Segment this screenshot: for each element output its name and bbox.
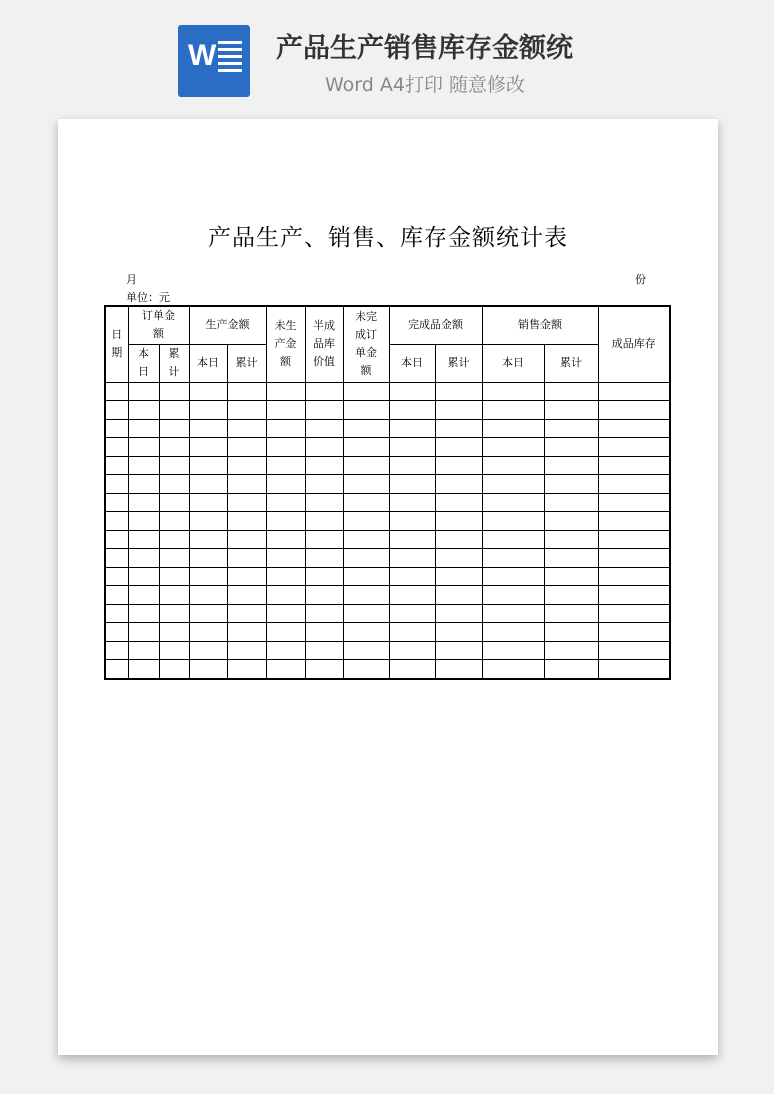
- table-cell: [482, 419, 544, 438]
- table-cell: [128, 549, 159, 568]
- table-row: [105, 623, 670, 642]
- table-cell: [159, 530, 189, 549]
- header-date: 日期: [105, 306, 128, 382]
- table-cell: [482, 623, 544, 642]
- table-cell: [435, 567, 482, 586]
- table-cell: [227, 567, 266, 586]
- table-cell: [266, 475, 305, 494]
- month-label: 月: [126, 273, 137, 286]
- table-cell: [128, 530, 159, 549]
- table-cell: [305, 586, 343, 605]
- table-cell: [105, 456, 128, 475]
- header-finished-amount: 完成品金额: [389, 306, 482, 344]
- table-cell: [305, 660, 343, 679]
- table-cell: [266, 382, 305, 401]
- table-cell: [598, 567, 670, 586]
- table-cell: [227, 512, 266, 531]
- table-cell: [544, 604, 598, 623]
- header-production-cumulative: 累计: [227, 344, 266, 382]
- table-cell: [266, 549, 305, 568]
- table-cell: [482, 401, 544, 420]
- table-cell: [305, 549, 343, 568]
- table-cell: [189, 456, 227, 475]
- table-cell: [598, 419, 670, 438]
- header-sales-amount: 销售金额: [482, 306, 598, 344]
- table-cell: [343, 475, 389, 494]
- table-row: [105, 641, 670, 660]
- table-cell: [159, 456, 189, 475]
- table-cell: [159, 586, 189, 605]
- header-order-amount: 订单金额: [128, 306, 189, 344]
- table-cell: [189, 475, 227, 494]
- table-cell: [598, 586, 670, 605]
- table-cell: [128, 567, 159, 586]
- table-cell: [598, 493, 670, 512]
- table-cell: [227, 549, 266, 568]
- table-cell: [266, 419, 305, 438]
- table-body: [105, 382, 670, 679]
- header-finished-today: 本日: [389, 344, 435, 382]
- table-cell: [128, 456, 159, 475]
- table-cell: [128, 623, 159, 642]
- table-cell: [389, 567, 435, 586]
- table-cell: [189, 493, 227, 512]
- table-cell: [189, 604, 227, 623]
- table-cell: [105, 623, 128, 642]
- table-cell: [544, 493, 598, 512]
- header-production-amount: 生产金额: [189, 306, 266, 344]
- table-row: [105, 456, 670, 475]
- document-title: 产品生产、销售、库存金额统计表: [208, 225, 568, 251]
- table-cell: [128, 438, 159, 457]
- table-cell: [128, 419, 159, 438]
- table-cell: [128, 660, 159, 679]
- table-cell: [266, 604, 305, 623]
- table-cell: [343, 586, 389, 605]
- table-cell: [305, 401, 343, 420]
- word-icon: [178, 25, 250, 97]
- table-cell: [159, 660, 189, 679]
- table-cell: [159, 549, 189, 568]
- table-cell: [435, 401, 482, 420]
- table-cell: [482, 660, 544, 679]
- table-cell: [189, 623, 227, 642]
- table-cell: [482, 512, 544, 531]
- table-cell: [227, 660, 266, 679]
- table-cell: [435, 530, 482, 549]
- table-row: [105, 401, 670, 420]
- table-cell: [482, 549, 544, 568]
- table-cell: [105, 475, 128, 494]
- table-cell: [159, 475, 189, 494]
- table-cell: [305, 623, 343, 642]
- table-cell: [598, 475, 670, 494]
- table-cell: [544, 530, 598, 549]
- table-cell: [159, 512, 189, 531]
- table-cell: [105, 641, 128, 660]
- table-cell: [389, 530, 435, 549]
- table-cell: [435, 660, 482, 679]
- table-cell: [305, 567, 343, 586]
- unit-label: 单位：元: [126, 291, 170, 304]
- table-cell: [482, 530, 544, 549]
- table-cell: [189, 419, 227, 438]
- table-cell: [189, 530, 227, 549]
- table-cell: [435, 456, 482, 475]
- table-cell: [389, 456, 435, 475]
- table-cell: [343, 401, 389, 420]
- table-cell: [389, 660, 435, 679]
- table-cell: [389, 493, 435, 512]
- table-cell: [159, 438, 189, 457]
- header-order-today: 本日: [128, 344, 159, 382]
- table-cell: [482, 604, 544, 623]
- table-cell: [598, 604, 670, 623]
- table-cell: [159, 401, 189, 420]
- table-cell: [343, 493, 389, 512]
- table-cell: [544, 623, 598, 642]
- header-finished-inventory: 成品库存: [598, 306, 670, 382]
- table-cell: [343, 530, 389, 549]
- table-cell: [389, 438, 435, 457]
- table-cell: [482, 475, 544, 494]
- table-cell: [598, 512, 670, 531]
- table-cell: [266, 530, 305, 549]
- table-cell: [128, 493, 159, 512]
- table-cell: [266, 641, 305, 660]
- table-cell: [343, 549, 389, 568]
- table-cell: [128, 475, 159, 494]
- table-cell: [435, 549, 482, 568]
- table-row: [105, 475, 670, 494]
- table-cell: [105, 530, 128, 549]
- table-cell: [227, 493, 266, 512]
- table-cell: [227, 382, 266, 401]
- table-cell: [305, 456, 343, 475]
- table-cell: [105, 493, 128, 512]
- table-cell: [266, 567, 305, 586]
- table-cell: [189, 641, 227, 660]
- table-cell: [105, 419, 128, 438]
- header-sales-cumulative: 累计: [544, 344, 598, 382]
- table-cell: [389, 419, 435, 438]
- table-cell: [343, 623, 389, 642]
- header-subtitle: Word A4打印 随意修改: [325, 74, 526, 96]
- table-cell: [598, 401, 670, 420]
- table-cell: [343, 660, 389, 679]
- table-cell: [159, 623, 189, 642]
- table-cell: [544, 419, 598, 438]
- table-cell: [305, 438, 343, 457]
- table-cell: [227, 419, 266, 438]
- table-cell: [598, 438, 670, 457]
- table-cell: [343, 512, 389, 531]
- table-cell: [189, 586, 227, 605]
- table-cell: [389, 604, 435, 623]
- table-cell: [598, 382, 670, 401]
- table-cell: [389, 475, 435, 494]
- table-cell: [189, 401, 227, 420]
- table-cell: [159, 604, 189, 623]
- table-cell: [544, 641, 598, 660]
- table-cell: [305, 604, 343, 623]
- table-cell: [544, 660, 598, 679]
- table-cell: [544, 512, 598, 531]
- table-cell: [189, 512, 227, 531]
- table-cell: [105, 604, 128, 623]
- table-cell: [435, 475, 482, 494]
- table-cell: [482, 586, 544, 605]
- table-cell: [105, 549, 128, 568]
- table-cell: [105, 512, 128, 531]
- table-cell: [305, 641, 343, 660]
- table-cell: [435, 419, 482, 438]
- statistics-table: [104, 305, 671, 680]
- table-cell: [227, 586, 266, 605]
- table-cell: [227, 438, 266, 457]
- table-cell: [305, 512, 343, 531]
- table-cell: [435, 493, 482, 512]
- table-cell: [544, 438, 598, 457]
- header-not-produced-amount: 未生产金额: [266, 306, 305, 382]
- table-cell: [482, 438, 544, 457]
- table-cell: [159, 382, 189, 401]
- table-cell: [159, 419, 189, 438]
- table-row: [105, 512, 670, 531]
- table-cell: [159, 641, 189, 660]
- table-cell: [105, 438, 128, 457]
- table-cell: [266, 456, 305, 475]
- table-row: [105, 604, 670, 623]
- table-cell: [227, 401, 266, 420]
- word-icon-lines: [218, 41, 242, 76]
- table-cell: [435, 641, 482, 660]
- table-cell: [435, 438, 482, 457]
- table-cell: [343, 438, 389, 457]
- table-cell: [189, 382, 227, 401]
- table-cell: [598, 530, 670, 549]
- table-row: [105, 382, 670, 401]
- table-cell: [105, 567, 128, 586]
- header-title: 产品生产销售库存金额统: [276, 33, 573, 64]
- header-sales-today: 本日: [482, 344, 544, 382]
- table-row: [105, 493, 670, 512]
- table-cell: [544, 549, 598, 568]
- table-cell: [266, 660, 305, 679]
- table-cell: [159, 567, 189, 586]
- table-cell: [159, 493, 189, 512]
- table-cell: [189, 549, 227, 568]
- table-cell: [482, 382, 544, 401]
- table-cell: [389, 623, 435, 642]
- table-cell: [482, 567, 544, 586]
- table-cell: [598, 549, 670, 568]
- table-cell: [227, 475, 266, 494]
- table-cell: [227, 530, 266, 549]
- table-cell: [266, 401, 305, 420]
- table-cell: [343, 382, 389, 401]
- table-cell: [544, 401, 598, 420]
- table-cell: [266, 512, 305, 531]
- table-cell: [305, 530, 343, 549]
- table-row: [105, 586, 670, 605]
- table-cell: [389, 401, 435, 420]
- table-cell: [343, 456, 389, 475]
- table-cell: [105, 660, 128, 679]
- table-cell: [598, 660, 670, 679]
- page-header: [0, 0, 774, 110]
- copy-label: 份: [635, 273, 646, 286]
- table-cell: [266, 493, 305, 512]
- table-row: [105, 549, 670, 568]
- table-cell: [389, 512, 435, 531]
- table-cell: [544, 475, 598, 494]
- table-cell: [189, 660, 227, 679]
- table-cell: [598, 623, 670, 642]
- table-cell: [389, 641, 435, 660]
- header-unfinished-order-amount: 未完成订单金额: [343, 306, 389, 382]
- header-semi-finished-value: 半成品库价值: [305, 306, 343, 382]
- table-cell: [266, 438, 305, 457]
- word-icon-letter: W: [188, 39, 217, 72]
- table-cell: [305, 493, 343, 512]
- table-row: [105, 660, 670, 679]
- table-cell: [305, 419, 343, 438]
- header-finished-cumulative: 累计: [435, 344, 482, 382]
- table-cell: [227, 456, 266, 475]
- table-cell: [343, 419, 389, 438]
- table-cell: [435, 604, 482, 623]
- table-cell: [435, 586, 482, 605]
- table-cell: [435, 623, 482, 642]
- table-cell: [343, 604, 389, 623]
- table-cell: [128, 641, 159, 660]
- table-cell: [189, 567, 227, 586]
- table-cell: [598, 456, 670, 475]
- table-cell: [482, 641, 544, 660]
- header-order-cumulative: 累计: [159, 344, 189, 382]
- table-cell: [435, 512, 482, 531]
- table-cell: [544, 567, 598, 586]
- table-cell: [105, 382, 128, 401]
- table-cell: [389, 382, 435, 401]
- table-cell: [544, 382, 598, 401]
- table-cell: [266, 586, 305, 605]
- table-row: [105, 419, 670, 438]
- table-cell: [544, 586, 598, 605]
- header-production-today: 本日: [189, 344, 227, 382]
- table-cell: [227, 641, 266, 660]
- table-row: [105, 438, 670, 457]
- table-cell: [105, 586, 128, 605]
- table-cell: [128, 382, 159, 401]
- table-cell: [435, 382, 482, 401]
- table-cell: [389, 586, 435, 605]
- table-cell: [305, 475, 343, 494]
- table-cell: [482, 456, 544, 475]
- table-cell: [544, 456, 598, 475]
- table-cell: [189, 438, 227, 457]
- table-row: [105, 530, 670, 549]
- table-cell: [598, 641, 670, 660]
- table-cell: [128, 604, 159, 623]
- table-cell: [482, 493, 544, 512]
- table-row: [105, 567, 670, 586]
- table-cell: [343, 567, 389, 586]
- table-cell: [389, 549, 435, 568]
- table-cell: [105, 401, 128, 420]
- table-cell: [227, 623, 266, 642]
- table-cell: [128, 401, 159, 420]
- document-page: [58, 119, 718, 1055]
- table-cell: [305, 382, 343, 401]
- table-cell: [128, 512, 159, 531]
- table-cell: [266, 623, 305, 642]
- table-cell: [128, 586, 159, 605]
- table-cell: [343, 641, 389, 660]
- table-cell: [227, 604, 266, 623]
